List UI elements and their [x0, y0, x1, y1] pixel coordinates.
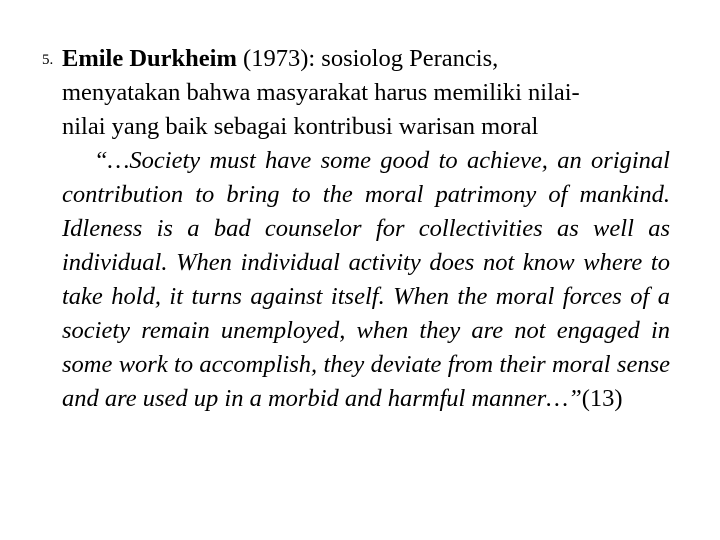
intro-line-3: nilai yang baik sebagai kontribusi warisan moral [62, 113, 539, 140]
quote-text: “…Society must have some good to achieve, an original contribution to bring to the moral patrimony of mankind. Idleness is a bad counselor for collectivities as well as individual. When individual activity does not know where to take hold, it turns against itself. When the moral forces of a society remain unemployed, when they are not engaged in some work to accomplish, they deviate from their moral sense and are used up in a morbid and harmful manner…” [62, 147, 670, 412]
author-name: Emile Durkheim [62, 45, 237, 72]
author-year: (1973) [243, 45, 309, 72]
citation: (13) [581, 385, 623, 412]
item-number: 5. [42, 52, 54, 68]
list-item-durkheim [42, 42, 670, 416]
durkheim-quote [62, 144, 670, 416]
intro-line-2: menyatakan bahwa masyarakat harus memiliki nilai- [62, 79, 580, 106]
intro-description: : sosiolog Perancis, [308, 45, 499, 72]
intro-line-1 [62, 42, 670, 76]
